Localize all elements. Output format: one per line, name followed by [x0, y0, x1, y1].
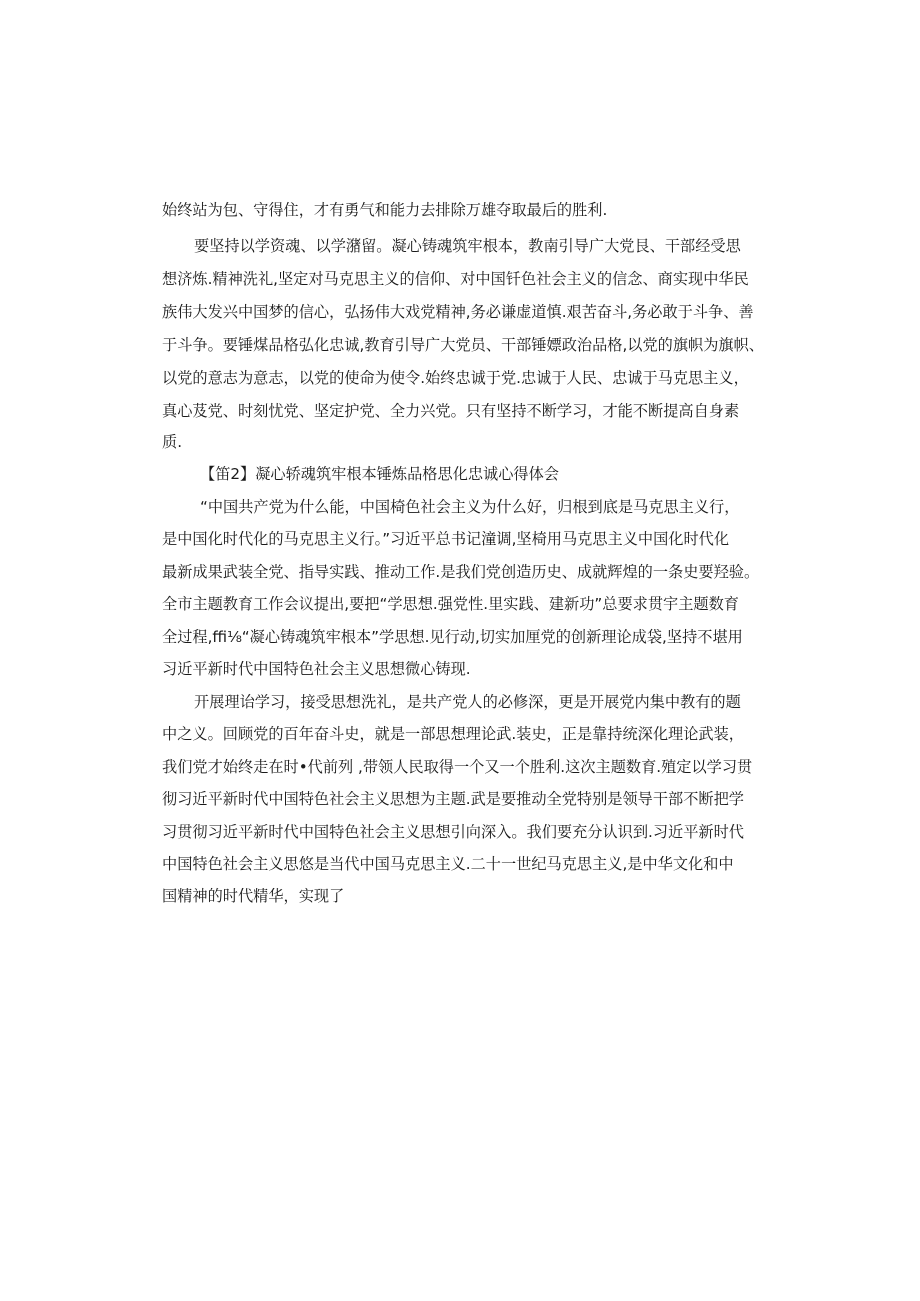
text-line: 以党的意志为意志，以党的使命为使令.始终忠诚于党.忠诚于人民、忠诚于马克思主义，	[162, 369, 749, 387]
text-line: 于斗争。要锤煤品格弘化忠诚,教育引导广大党员、干部锤嫖政治品格,以党的旗帜为旗帜、	[162, 336, 764, 354]
paragraph-first-line: 开展理诒学习，接受思想洗礼，是共产党人的必修深，更是开展党内集中教有的题	[194, 693, 741, 711]
text-line: 想济炼.精神洗礼,坚定对马克思主义的信仰、对中国钎色社会主义的信念、商实现中华民	[162, 270, 749, 288]
text-line: 习近平新时代中国特色社会主义思想微心铸现.	[162, 660, 471, 678]
text-line: 国精神的时代精华，实现了	[162, 887, 345, 905]
paragraph-first-line: 要坚持以学资魂、以学潴留。凝心铸魂筑牢根本，教南引导广大党艮、干部经受思	[194, 237, 741, 255]
text-line: 质.	[162, 433, 183, 451]
text-line: 最新成果武装全党、指导实践、推动工作.是我们党创造历史、成就辉煌的一条史要羟验。	[162, 563, 760, 581]
text-line: 彻习近平新时代中国特色社会主义思想为主题.武是要推动全党特别是领导干部不断把学	[162, 790, 744, 808]
text-line: 族伟大发兴中国梦的信心，弘扬伟大戏党精神,务必谦虚道慎.艰苦奋斗,务必敢于斗争、善	[162, 303, 754, 321]
text-line: 习贯彻习近平新时代中国特色社会主义思想引向深入。我们要充分认识到.习近平新时代	[162, 823, 744, 841]
text-line: 全过程,ffi⅛“凝心铸魂筑牢根本”学思想.见行动,切实加厘党的创新理论成袋,坚持不堪用	[162, 628, 743, 646]
text-line: 中国特色社会主义思悠是当代中国马克思主义.二十一世纪马克思主义,是中华文化和中	[162, 855, 734, 873]
text-line: 始终站为包、守得住，才有勇气和能力去排除万雄夺取最后的胜利.	[162, 201, 608, 219]
text-line: 真心芨党、时刻忧党、坚定护党、全力兴党。只有坚持不断学习，才能不断提高自身素	[162, 402, 740, 420]
text-line: 我们党才始终走在时•代前列 ,带领人民取得一个又一个胜利.这次主题数育.殖定以学习贯	[162, 758, 753, 776]
paragraph-first-line: “中国共产党为什么能，中国椅色社会主义为什么好，归根到底是马克思主义行，	[200, 498, 740, 516]
text-line: 中之义。回顾党的百年奋斗史，就是一部思想理论武.装史，正是靠持统深化理论武装，	[162, 725, 744, 743]
text-line: 是中国化时代化的马克思主义行。”习近平总书记潼调,坚椅用马克思主义中国化时代化	[162, 530, 730, 548]
section-heading: 【笛2】凝心轿魂筑牢根本锤炼品格思化忠诚心得体会	[200, 465, 559, 483]
text-line: 全市主题教育工作会议提出,要把“学思想.强党性.里实践、建新功”总要求贯宇主题数育	[162, 595, 739, 613]
